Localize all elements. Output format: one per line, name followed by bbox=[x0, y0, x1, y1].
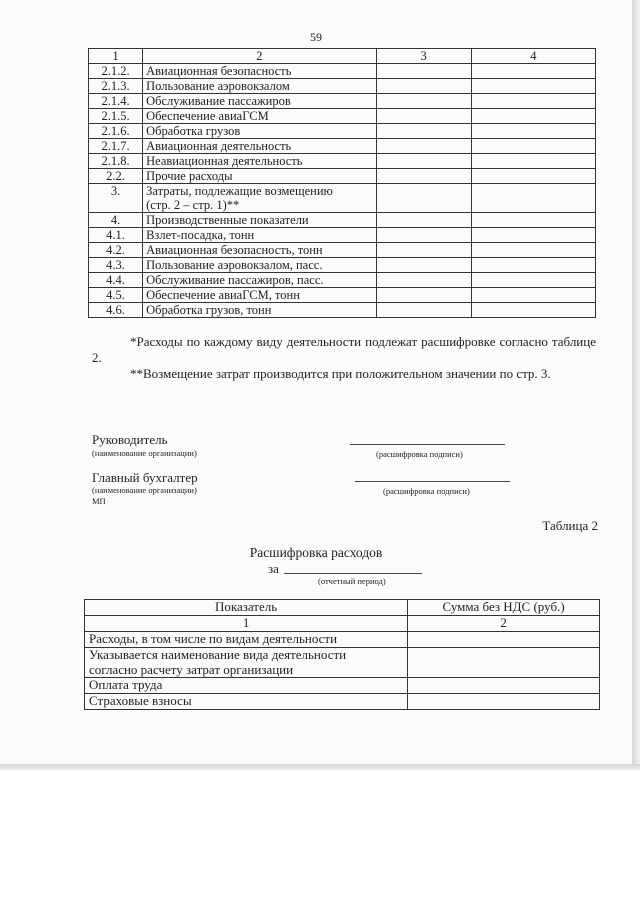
value-cell bbox=[471, 64, 595, 79]
table-header-row bbox=[89, 49, 596, 64]
table-row bbox=[89, 124, 596, 139]
row-number: 2.1.8. bbox=[89, 154, 143, 169]
value-cell bbox=[376, 64, 471, 79]
row-name-text: Пользование аэровокзалом bbox=[146, 79, 290, 93]
row-name-text: Обслуживание пассажиров, пасс. bbox=[146, 273, 324, 287]
sum-cell bbox=[408, 694, 600, 710]
row-name-text: Неавиационная деятельность bbox=[146, 154, 303, 168]
value-cell bbox=[471, 79, 595, 94]
row-name bbox=[143, 243, 376, 258]
row-name-text: Производственные показатели bbox=[146, 213, 309, 227]
row-name bbox=[143, 124, 376, 139]
head-signature-caption: (расшифровка подписи) bbox=[376, 449, 463, 459]
column-header: Показатель bbox=[85, 600, 408, 616]
indicator-cell bbox=[85, 678, 408, 694]
value-cell bbox=[376, 273, 471, 288]
row-number: 4.2. bbox=[89, 243, 143, 258]
value-cell bbox=[471, 139, 595, 154]
indicator-text: Указывается наименование вида деятельности bbox=[89, 647, 347, 662]
period-caption: (отчетный период) bbox=[318, 576, 386, 586]
table-row bbox=[85, 648, 600, 678]
row-name-text: Авиационная безопасность, тонн bbox=[146, 243, 323, 257]
row-number: 4.6. bbox=[89, 303, 143, 318]
row-name bbox=[143, 303, 376, 318]
table-row bbox=[89, 228, 596, 243]
head-signature-line bbox=[350, 444, 505, 445]
column-number: 1 bbox=[85, 616, 408, 632]
row-number: 4.5. bbox=[89, 288, 143, 303]
table-row bbox=[89, 243, 596, 258]
table-2-label: Таблица 2 bbox=[542, 518, 598, 533]
value-cell bbox=[376, 79, 471, 94]
value-cell bbox=[471, 109, 595, 124]
table-row bbox=[89, 258, 596, 273]
row-name-text: Авиационная безопасность bbox=[146, 64, 292, 78]
value-cell bbox=[376, 154, 471, 169]
stamp-mark: МП bbox=[92, 496, 106, 506]
value-cell bbox=[471, 228, 595, 243]
table-row bbox=[85, 678, 600, 694]
page-edge bbox=[632, 0, 640, 768]
row-name bbox=[143, 228, 376, 243]
value-cell bbox=[471, 258, 595, 273]
value-cell bbox=[471, 124, 595, 139]
value-cell bbox=[471, 184, 595, 213]
row-name bbox=[143, 288, 376, 303]
row-name bbox=[143, 79, 376, 94]
row-number: 4. bbox=[89, 213, 143, 228]
row-name-text-line2: (стр. 2 – стр. 1)** bbox=[146, 198, 240, 212]
row-name-text: Затраты, подлежащие возмещению bbox=[146, 184, 333, 198]
table-row bbox=[85, 694, 600, 710]
row-number: 2.1.7. bbox=[89, 139, 143, 154]
row-name-text: Пользование аэровокзалом, пасс. bbox=[146, 258, 323, 272]
head-label: Руководитель bbox=[92, 432, 168, 447]
row-number: 2.1.3. bbox=[89, 79, 143, 94]
row-number: 2.1.2. bbox=[89, 64, 143, 79]
value-cell bbox=[376, 213, 471, 228]
value-cell bbox=[376, 184, 471, 213]
value-cell bbox=[471, 213, 595, 228]
table-row bbox=[89, 213, 596, 228]
column-header: 1 bbox=[89, 49, 143, 64]
value-cell bbox=[471, 169, 595, 184]
row-name-text: Обслуживание пассажиров bbox=[146, 94, 291, 108]
row-name-text: Взлет-посадка, тонн bbox=[146, 228, 255, 242]
value-cell bbox=[376, 303, 471, 318]
expense-breakdown-table bbox=[84, 599, 600, 710]
accountant-signature-caption: (расшифровка подписи) bbox=[383, 486, 470, 496]
value-cell bbox=[471, 94, 595, 109]
row-number: 3. bbox=[89, 184, 143, 213]
row-name bbox=[143, 184, 376, 213]
cost-table bbox=[88, 48, 596, 318]
indicator-cell bbox=[85, 648, 408, 678]
indicator-cell bbox=[85, 632, 408, 648]
table-row bbox=[89, 169, 596, 184]
row-number: 4.1. bbox=[89, 228, 143, 243]
table-header-row bbox=[85, 600, 600, 616]
column-number-row bbox=[85, 616, 600, 632]
value-cell bbox=[471, 288, 595, 303]
table-row bbox=[85, 632, 600, 648]
row-name-text: Обработка грузов, тонн bbox=[146, 303, 272, 317]
column-number: 2 bbox=[408, 616, 600, 632]
accountant-label: Главный бухгалтер bbox=[92, 470, 198, 485]
row-number: 4.3. bbox=[89, 258, 143, 273]
indicator-text: Оплата труда bbox=[89, 677, 163, 693]
value-cell bbox=[376, 94, 471, 109]
accountant-org-caption: (наименование организации) bbox=[92, 485, 197, 495]
table-row bbox=[89, 184, 596, 213]
row-name bbox=[143, 258, 376, 273]
row-number: 2.2. bbox=[89, 169, 143, 184]
value-cell bbox=[376, 139, 471, 154]
row-name bbox=[143, 94, 376, 109]
row-name bbox=[143, 169, 376, 184]
table-row bbox=[89, 288, 596, 303]
row-name-text: Авиационная деятельность bbox=[146, 139, 292, 153]
table-row bbox=[89, 79, 596, 94]
column-header: 4 bbox=[471, 49, 595, 64]
row-name-text: Обеспечение авиаГСМ bbox=[146, 109, 269, 123]
row-number: 2.1.6. bbox=[89, 124, 143, 139]
column-header: Сумма без НДС (руб.) bbox=[408, 600, 600, 616]
table-row bbox=[89, 64, 596, 79]
period-line bbox=[284, 573, 422, 574]
value-cell bbox=[376, 228, 471, 243]
cost-table-body bbox=[89, 64, 596, 318]
indicator-text-line2: согласно расчету затрат организации bbox=[89, 661, 294, 677]
value-cell bbox=[376, 124, 471, 139]
value-cell bbox=[376, 109, 471, 124]
row-name-text: Обработка грузов bbox=[146, 124, 241, 138]
row-name bbox=[143, 109, 376, 124]
value-cell bbox=[376, 288, 471, 303]
row-name bbox=[143, 139, 376, 154]
row-name-text: Обеспечение авиаГСМ, тонн bbox=[146, 288, 300, 302]
value-cell bbox=[471, 154, 595, 169]
row-name-text: Прочие расходы bbox=[146, 169, 233, 183]
row-number: 2.1.4. bbox=[89, 94, 143, 109]
column-header: 2 bbox=[143, 49, 376, 64]
row-number: 2.1.5. bbox=[89, 109, 143, 124]
head-org-caption: (наименование организации) bbox=[92, 448, 197, 458]
value-cell bbox=[471, 273, 595, 288]
table-row bbox=[89, 94, 596, 109]
table-row bbox=[89, 273, 596, 288]
page-number: 59 bbox=[310, 30, 322, 44]
indicator-text: Страховые взносы bbox=[89, 693, 192, 709]
table-row bbox=[89, 139, 596, 154]
accountant-signature-line bbox=[355, 481, 510, 482]
row-name bbox=[143, 154, 376, 169]
row-number: 4.4. bbox=[89, 273, 143, 288]
indicator-text: Расходы, в том числе по видам деятельности bbox=[89, 631, 338, 647]
row-name bbox=[143, 64, 376, 79]
table-2-title: Расшифровка расходов bbox=[249, 545, 383, 560]
row-name bbox=[143, 273, 376, 288]
footnote-2: **Возмещение затрат производится при положительном значении по стр. 3. bbox=[130, 365, 551, 381]
page-edge-bottom bbox=[0, 764, 640, 770]
sum-cell bbox=[408, 648, 600, 678]
period-prefix: за bbox=[268, 561, 279, 576]
footnotes bbox=[92, 334, 596, 382]
table-row bbox=[89, 109, 596, 124]
footnote-1: *Расходы по каждому виду деятельности подлежат расшифровке согласно таблице 2. bbox=[92, 334, 596, 365]
table-row bbox=[89, 154, 596, 169]
indicator-cell bbox=[85, 694, 408, 710]
sum-cell bbox=[408, 678, 600, 694]
column-header: 3 bbox=[376, 49, 471, 64]
row-name bbox=[143, 213, 376, 228]
value-cell bbox=[376, 258, 471, 273]
value-cell bbox=[376, 169, 471, 184]
value-cell bbox=[471, 303, 595, 318]
value-cell bbox=[471, 243, 595, 258]
table-row bbox=[89, 303, 596, 318]
sum-cell bbox=[408, 632, 600, 648]
expense-table-body bbox=[85, 632, 600, 710]
value-cell bbox=[376, 243, 471, 258]
